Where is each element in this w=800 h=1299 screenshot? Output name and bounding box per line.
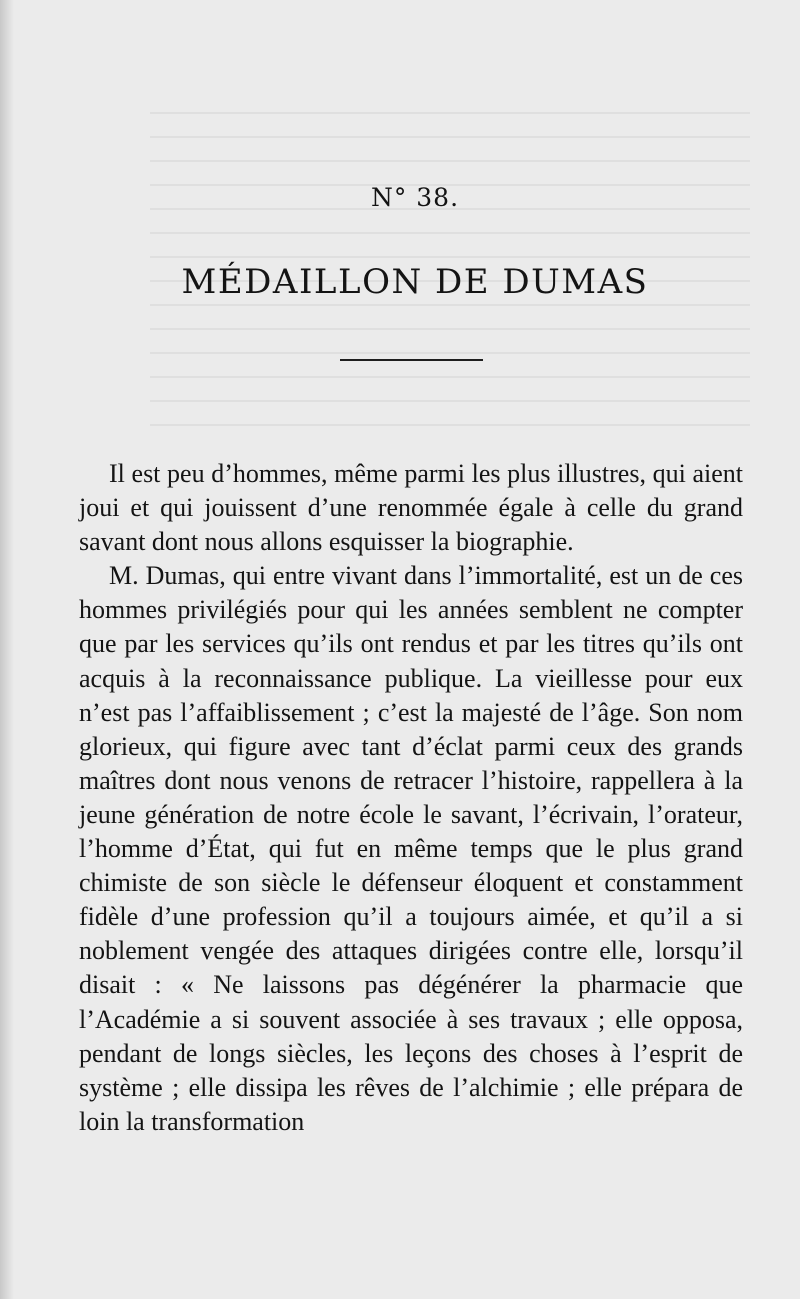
section-number: N° 38. — [370, 183, 460, 212]
body-text — [79, 457, 743, 1139]
page-title: MÉDAILLON DE DUMAS — [181, 262, 649, 302]
paragraph-2: M. Dumas, qui entre vivant dans l’immortalité, est un de ces hommes privilégiés pour qui les années semblent ne compter que par les services qu’ils ont rendus et par les titres qu’ils ont acquis à la reconnaissance publique. La vieillesse pour eux n’est pas l’affaiblissement ; c’est la majesté de l’âge. Son nom glorieux, qui figure avec tant d’éclat parmi ceux des grands maîtres dont nous venons de retracer l’histoire, rappellera à la jeune génération de notre école le savant, l’écrivain, l’orateur, l’homme d’État, qui fut en même temps que le plus grand chimiste de son siècle le défenseur éloquent et constamment fidèle d’une profession qu’il a toujours aimée, et qu’il a si noblement vengée des attaques dirigées contre elle, lorsqu’il disait : « Ne laissons pas dégénérer la pharmacie que l’Académie a si souvent associée à ses travaux ; elle opposa, pendant de longs siècles, les leçons des choses à l’esprit de système ; elle dissipa les rêves de l’alchimie ; elle prépara de loin la transformation — [79, 561, 743, 1136]
paragraph-1: Il est peu d’hommes, même parmi les plus illustres, qui aient joui et qui jouissent d’une renommée égale à celle du grand savant dont nous allons esquisser la biographie. — [79, 459, 743, 557]
title-rule — [340, 359, 483, 361]
